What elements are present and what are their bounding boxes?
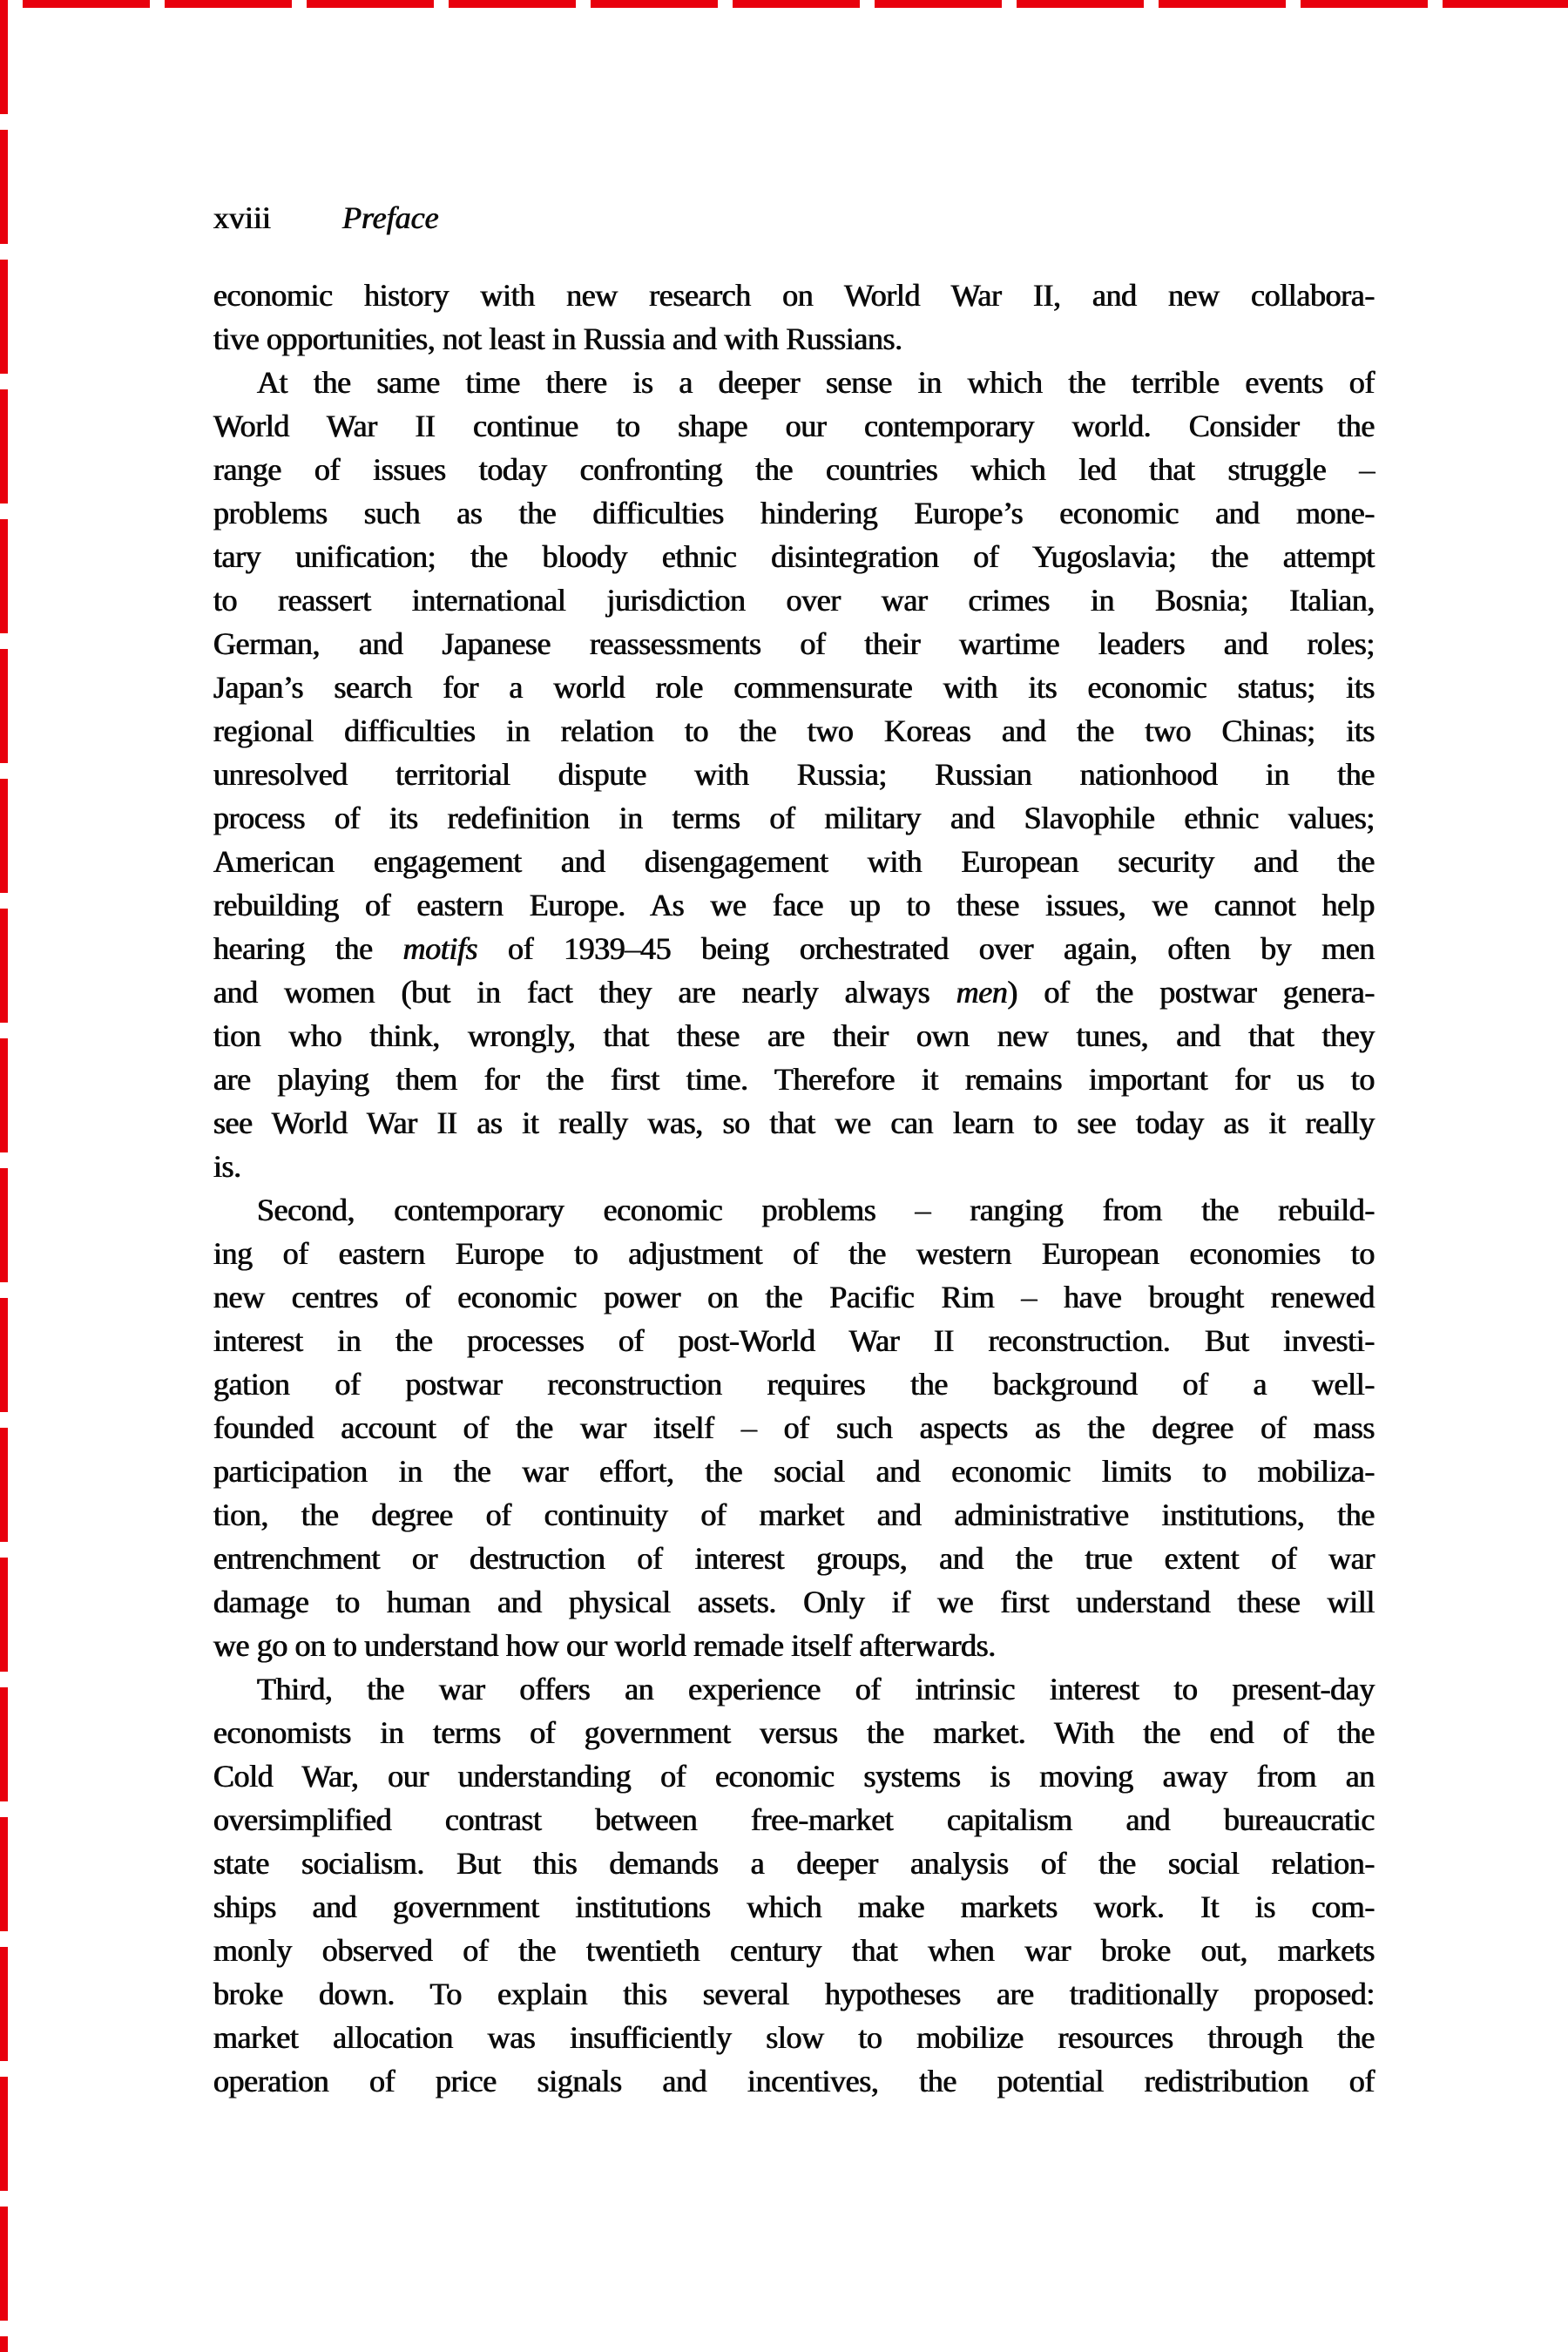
- text-line: rebuilding of eastern Europe. As we face up to these issues, we cannot help: [213, 888, 1375, 923]
- text-line: oversimplified contrast between free-market capitalism and bureaucratic: [213, 1802, 1375, 1837]
- text-line: see World War II as it really was, so that we can learn to see today as it really: [213, 1105, 1375, 1140]
- italic-text: motifs: [402, 931, 478, 966]
- scan-artifact-left-edge: [0, 0, 8, 2352]
- text-line: hearing the motifs of 1939–45 being orchestrated over again, often by men: [213, 931, 1375, 966]
- text-line: tion who think, wrongly, that these are their own new tunes, and that they: [213, 1018, 1375, 1053]
- text-line: broke down. To explain this several hypotheses are traditionally proposed:: [213, 1977, 1375, 2011]
- text-line: monly observed of the twentieth century that when war broke out, markets: [213, 1933, 1375, 1968]
- text-line: Second, contemporary economic problems – ranging from the rebuild-: [257, 1193, 1375, 1227]
- text-line: problems such as the difficulties hindering Europe’s economic and mone-: [213, 496, 1375, 531]
- text-line: new centres of economic power on the Pacific Rim – have brought renewed: [213, 1280, 1375, 1315]
- scan-artifact-top-edge: [23, 0, 1568, 8]
- text-line: economic history with new research on World War II, and new collabora-: [213, 278, 1375, 313]
- text-line: German, and Japanese reassessments of their wartime leaders and roles;: [213, 626, 1375, 661]
- text-line: is.: [213, 1149, 241, 1184]
- text-line: state socialism. But this demands a deeper analysis of the social relation-: [213, 1846, 1375, 1881]
- text-line: operation of price signals and incentives, the potential redistribution of: [213, 2064, 1375, 2099]
- text-line: process of its redefinition in terms of military and Slavophile ethnic values;: [213, 801, 1375, 835]
- text-line: tion, the degree of continuity of market and administrative institutions, the: [213, 1497, 1375, 1532]
- text-line: entrenchment or destruction of interest groups, and the true extent of war: [213, 1541, 1375, 1576]
- text-line: American engagement and disengagement with European security and the: [213, 844, 1375, 879]
- text-line: damage to human and physical assets. Only if we first understand these will: [213, 1585, 1375, 1619]
- text-line: ing of eastern Europe to adjustment of the western European economies to: [213, 1236, 1375, 1271]
- text-line: participation in the war effort, the social and economic limits to mobiliza-: [213, 1454, 1375, 1489]
- text-line: founded account of the war itself – of such aspects as the degree of mass: [213, 1410, 1375, 1445]
- text-line: we go on to understand how our world remade itself afterwards.: [213, 1628, 996, 1663]
- text-line: market allocation was insufficiently slow to mobilize resources through the: [213, 2020, 1375, 2055]
- text-line: economists in terms of government versus the market. With the end of the: [213, 1715, 1375, 1750]
- text-line: At the same time there is a deeper sense in which the terrible events of: [257, 365, 1375, 400]
- text-line: regional difficulties in relation to the two Koreas and the two Chinas; its: [213, 713, 1375, 748]
- text-line: interest in the processes of post-World War II reconstruction. But investi-: [213, 1323, 1375, 1358]
- text-line: range of issues today confronting the countries which led that struggle –: [213, 452, 1375, 487]
- italic-text: men: [956, 975, 1008, 1010]
- text-line: ships and government institutions which make markets work. It is com-: [213, 1889, 1375, 1924]
- text-line: unresolved territorial dispute with Russia; Russian nationhood in the: [213, 757, 1375, 792]
- text-line: Cold War, our understanding of economic systems is moving away from an: [213, 1759, 1375, 1794]
- page-number: xviii: [213, 200, 272, 235]
- text-line: and women (but in fact they are nearly always men) of the postwar genera-: [213, 975, 1375, 1010]
- body-text: [213, 274, 1375, 2103]
- text-line: Third, the war offers an experience of intrinsic interest to present-day: [257, 1672, 1375, 1707]
- text-line: tive opportunities, not least in Russia and with Russians.: [213, 321, 902, 356]
- running-title: Preface: [342, 200, 439, 235]
- text-line: tary unification; the bloody ethnic disintegration of Yugoslavia; the attempt: [213, 539, 1375, 574]
- text-line: are playing them for the first time. Therefore it remains important for us to: [213, 1062, 1375, 1097]
- text-line: gation of postwar reconstruction requires the background of a well-: [213, 1367, 1375, 1402]
- page-header: [213, 200, 1375, 235]
- text-line: to reassert international jurisdiction over war crimes in Bosnia; Italian,: [213, 583, 1375, 618]
- text-line: Japan’s search for a world role commensurate with its economic status; its: [213, 670, 1375, 705]
- text-line: World War II continue to shape our contemporary world. Consider the: [213, 409, 1375, 443]
